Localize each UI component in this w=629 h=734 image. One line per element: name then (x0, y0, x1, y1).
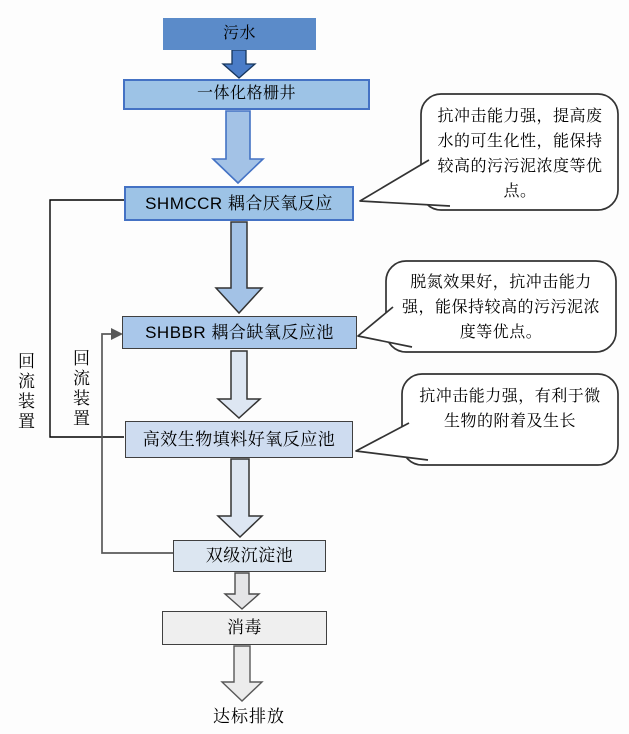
flow-node-shbbr (122, 316, 357, 349)
flow-node-sewage (163, 18, 316, 50)
flow-node-label: SHBBR 耦合缺氧反应池 (145, 322, 334, 342)
flow-node-aerobic (125, 421, 353, 458)
flow-endpoint-discharge (174, 702, 324, 727)
flow-arrow-icon (216, 222, 262, 313)
flow-node-label: 污水 (222, 24, 256, 42)
reflux-label-outer: 回流装置 (15, 352, 34, 432)
flow-node-label: 一体化格栅井 (196, 85, 296, 103)
flow-arrow-icon (225, 573, 259, 609)
flow-arrow-icon (223, 50, 255, 78)
flow-node-label: 达标排放 (213, 707, 285, 726)
callout-text-shbbr: 脱氮效果好，抗冲击能力强，能保持较高的污污泥浓度等优点。 (401, 274, 600, 341)
flow-arrow-icon (213, 111, 263, 183)
flow-arrow-icon (218, 459, 262, 537)
flow-node-label: 高效生物填料好氧反应池 (142, 429, 336, 449)
flow-arrow-icon (222, 646, 262, 701)
callout-text-shmccr: 抗冲击能力强，提高废水的可生化性，能保持较高的污污泥浓度等优点。 (437, 108, 603, 200)
flow-node-grid-well (123, 79, 370, 110)
flow-arrow-icon (218, 351, 260, 418)
flow-node-disinfection (162, 611, 327, 645)
flow-node-label: 双级沉淀池 (205, 546, 294, 566)
reflux-label-inner: 回流装置 (70, 349, 89, 429)
flow-node-label: SHMCCR 耦合厌氧反应 (145, 193, 333, 213)
flow-node-sedimentation (173, 540, 326, 572)
flow-node-label: 消毒 (227, 618, 262, 638)
flow-node-shmccr (124, 186, 354, 221)
callout-text-aerobic: 抗冲击能力强，有利于微生物的附着及生长 (419, 388, 601, 430)
